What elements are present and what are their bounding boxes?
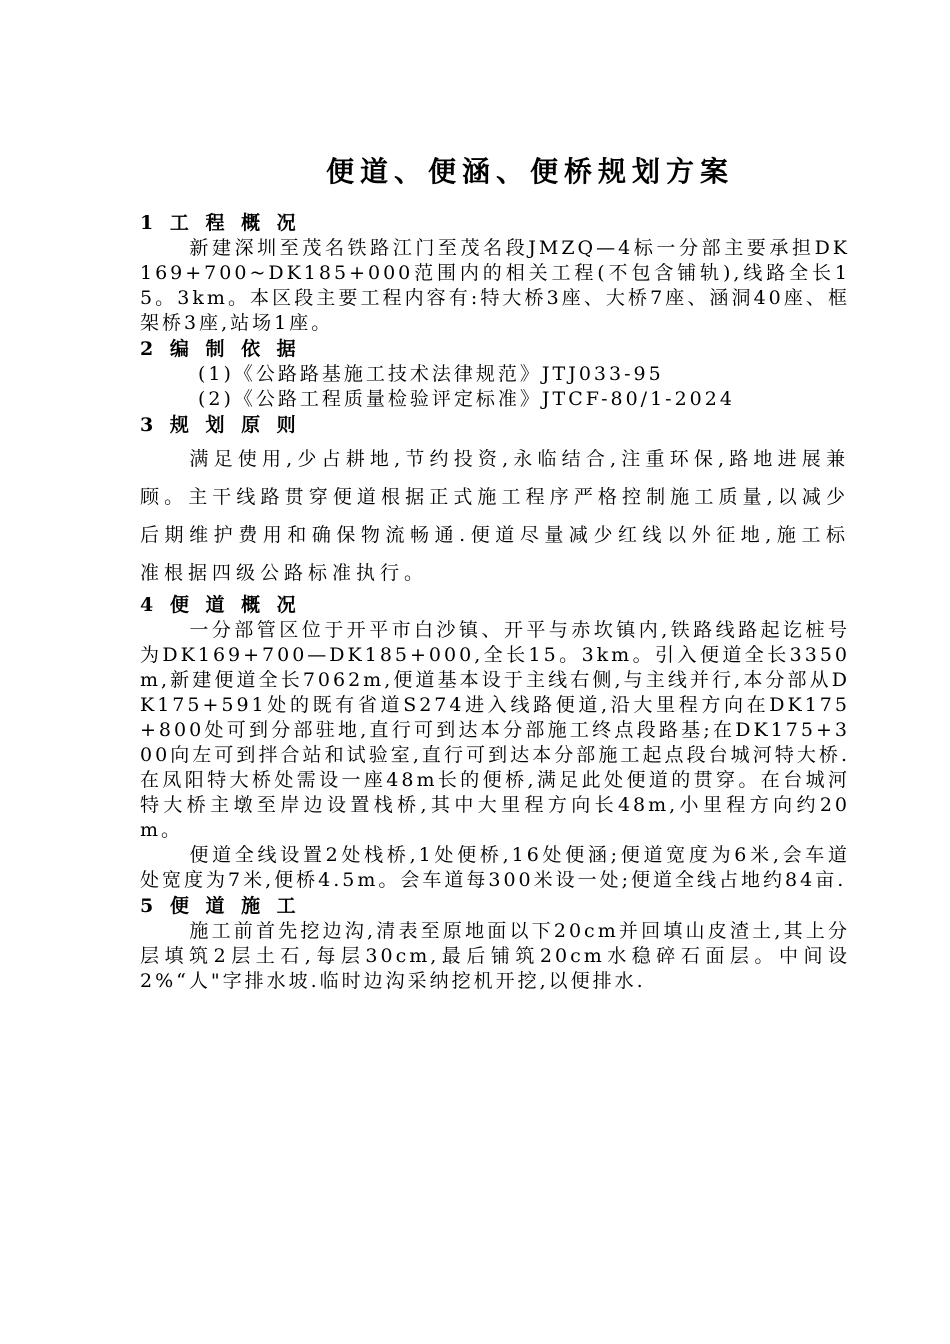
paragraph: 施工前首先挖边沟,清表至原地面以下20cm并回填山皮渣土,其上分层填筑2层土石,每层30cm,最后铺筑20cm水稳碎石面层。中间设2%“人"字排水坡.临时边沟采纳挖机开挖,以便排水.	[140, 920, 850, 992]
section-heading: 5 便 道 施 工	[140, 895, 301, 917]
reference-item: (1)《公路路基施工技术法律规范》JTJ033-95	[198, 363, 664, 385]
paragraph: 满足使用,少占耕地,节约投资,永临结合,注重环保,路地进展兼顾。主干线路贯穿便道根据正式施工程序严格控制施工质量,以减少后期维护费用和确保物流畅通.便道尽量减少红线以外征地,施工标准根据四级公路标准执行。	[140, 448, 850, 584]
section-heading: 2 编 制 依 据	[140, 338, 301, 360]
section-road-overview	[140, 592, 850, 893]
page-title: 便道、便涵、便桥规划方案	[325, 155, 734, 188]
section-basis	[140, 336, 850, 412]
paragraph: 新建深圳至茂名铁路江门至茂名段JMZQ—4标一分部主要承担DK169+700~DK185+000范围内的相关工程(不包含铺轨),线路全长15。3km。本区段主要工程内容有:特大桥3座、大桥7座、涵洞40座、框架桥3座,站场1座。	[140, 237, 850, 334]
paragraph: 一分部管区位于开平市白沙镇、开平与赤坎镇内,铁路线路起讫桩号为DK169+700—DK185+000,全长15。3km。引入便道全长3350m,新建便道全长7062m,便道基本设于主线右侧,与主线并行,本分部从DK175+591处的既有省道S274进入线路便道,沿大里程方向在DK175+800处可到分部驻地,直行可到达本分部施工终点段路基;在DK175+300向左可到拌合站和试验室,直行可到达本分部施工起点段台城河特大桥.在凤阳特大桥处需设一座48m长的便桥,满足此处便道的贯穿。在台城河特大桥主墩至岸边设置栈桥,其中大里程方向长48m,小里程方向约20m。	[140, 619, 850, 841]
reference-item: (2)《公路工程质量检验评定标准》JTCF-80/1-2024	[198, 388, 735, 410]
paragraph: 便道全线设置2处栈桥,1处便桥,16处便涵;便道宽度为6米,会车道处宽度为7米,便桥4.5m。会车道每300米设一处;便道全线占地约84亩.	[140, 844, 850, 891]
section-road-construction	[140, 893, 850, 994]
section-project-overview	[140, 210, 850, 336]
section-heading: 4 便 道 概 况	[140, 594, 301, 616]
section-heading: 3 规 划 原 则	[140, 414, 301, 436]
section-heading: 1 工 程 概 况	[140, 212, 301, 234]
document-body	[140, 210, 850, 994]
section-principles	[140, 412, 850, 592]
